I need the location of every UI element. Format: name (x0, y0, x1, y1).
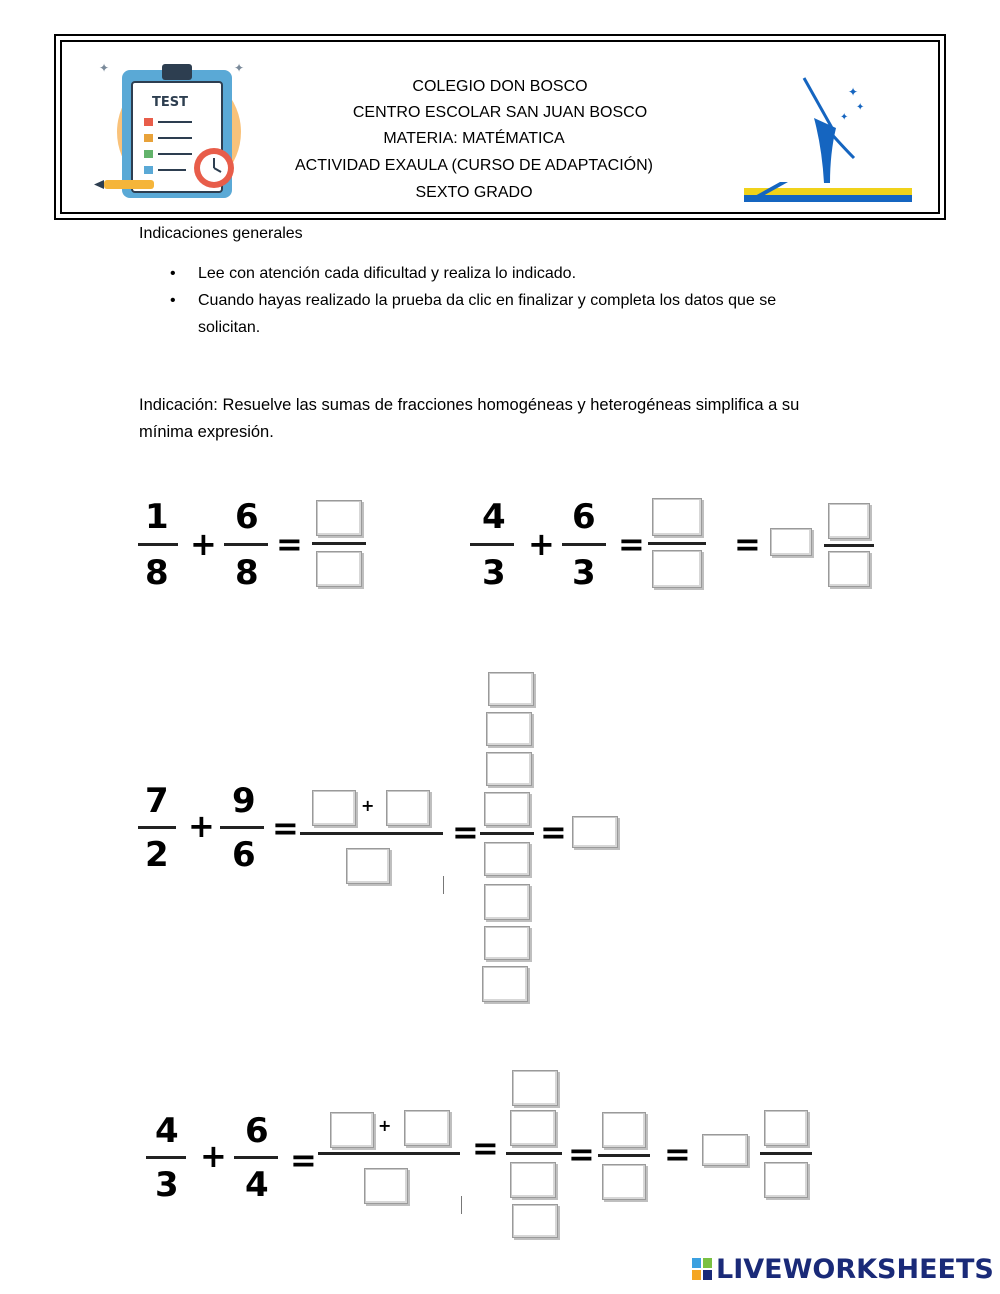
equals-sign: = (734, 525, 761, 563)
p4-mixed-denominator[interactable] (764, 1162, 808, 1198)
liveworksheets-brand: LIVEWORKSHEETS (716, 1254, 994, 1285)
equals-sign: = (472, 1129, 499, 1167)
p4-mixed-whole[interactable] (702, 1134, 748, 1166)
svg-text:✦: ✦ (856, 102, 865, 113)
equals-sign: = (540, 813, 567, 851)
liveworksheets-logo-icon (692, 1258, 712, 1280)
fraction-bar (300, 832, 443, 835)
svg-text:✦: ✦ (99, 61, 110, 75)
bullet-item (170, 287, 870, 314)
fraction-bar (224, 543, 268, 546)
plus-sign: + (200, 1137, 227, 1175)
fraction-bar (220, 826, 264, 829)
test-label: TEST (152, 95, 188, 110)
equals-sign: = (664, 1135, 691, 1173)
p3-stack-box[interactable] (484, 792, 530, 826)
fraction-bar (138, 543, 178, 546)
equals-sign: = (290, 1141, 317, 1179)
p1-answer-denominator[interactable] (316, 551, 362, 587)
p4-denominator-1: 3 (155, 1165, 179, 1205)
p4-denominator-2: 4 (245, 1165, 269, 1205)
p3-denominator-1: 2 (145, 835, 169, 875)
svg-text:✦: ✦ (840, 112, 849, 123)
p2-mixed-numerator[interactable] (828, 503, 870, 539)
p3-stack-box[interactable] (486, 712, 532, 746)
p3-numerator-2: 9 (232, 781, 256, 821)
header-activity: ACTIVIDAD EXAULA (CURSO DE ADAPTACIÓN) (295, 157, 653, 174)
plus-sign: + (528, 525, 555, 563)
header-subject: MATERIA: MATÉMATICA (383, 130, 565, 147)
header-grade: SEXTO GRADO (415, 184, 533, 201)
bullet-item (170, 260, 870, 287)
p3-result-box[interactable] (572, 816, 618, 848)
divider-line (461, 1196, 462, 1214)
instruction-line-1: Indicación: Resuelve las sumas de fracciones homogéneas y heterogéneas simplifica a su (139, 396, 800, 414)
equals-sign: = (452, 813, 479, 851)
plus-sign: + (190, 525, 217, 563)
p4-numerator-left-box[interactable] (330, 1112, 374, 1148)
p3-stack-box[interactable] (482, 966, 528, 1002)
fraction-bar (234, 1156, 278, 1159)
p3-denominator-2: 6 (232, 835, 256, 875)
p3-stack-box[interactable] (484, 884, 530, 920)
fraction-bar (146, 1156, 186, 1159)
svg-text:✦: ✦ (234, 61, 245, 75)
fraction-bar (506, 1152, 562, 1155)
p3-common-denominator[interactable] (346, 848, 390, 884)
fraction-bar (318, 1152, 460, 1155)
p1-answer-numerator[interactable] (316, 500, 362, 536)
svg-text:✦: ✦ (848, 85, 859, 99)
instruction (139, 392, 859, 446)
fraction-bar (312, 542, 366, 545)
p4-common-denominator[interactable] (364, 1168, 408, 1204)
plus-sign: + (188, 807, 215, 845)
p3-numerator-right-box[interactable] (386, 790, 430, 826)
general-title: Indicaciones generales (139, 225, 303, 242)
test-clipboard-icon (74, 42, 270, 202)
p3-numerator-1: 7 (145, 781, 169, 821)
divider-line (443, 876, 444, 894)
p4-stack-box[interactable] (512, 1204, 558, 1238)
p2-answer-denominator[interactable] (652, 550, 702, 588)
p4-simplified-denominator[interactable] (602, 1164, 646, 1200)
equals-sign: = (272, 809, 299, 847)
bullet-text: Cuando hayas realizado la prueba da clic en finalizar y completa los datos que se (198, 292, 777, 309)
p1-numerator-2: 6 (235, 497, 259, 537)
equals-sign: = (568, 1135, 595, 1173)
p1-denominator-2: 8 (235, 553, 259, 593)
fraction-bar (598, 1154, 650, 1157)
p1-denominator-1: 8 (145, 553, 169, 593)
p3-stack-box[interactable] (484, 926, 530, 960)
p3-numerator-left-box[interactable] (312, 790, 356, 826)
fraction-bar (138, 826, 176, 829)
p4-simplified-numerator[interactable] (602, 1112, 646, 1148)
bullet-text: Lee con atención cada dificultad y realiza lo indicado. (198, 265, 577, 282)
small-plus-sign: + (361, 796, 375, 815)
equals-sign: = (618, 525, 645, 563)
p2-mixed-denominator[interactable] (828, 551, 870, 587)
p2-mixed-whole[interactable] (770, 528, 812, 556)
p1-numerator-1: 1 (145, 497, 169, 537)
p3-stack-box[interactable] (484, 842, 530, 876)
fraction-bar (760, 1152, 812, 1155)
p3-stack-box[interactable] (486, 752, 532, 786)
equals-sign: = (276, 525, 303, 563)
p2-denominator-2: 3 (572, 553, 596, 593)
fraction-bar (824, 544, 874, 547)
bullet-continuation: solicitan. (198, 319, 261, 336)
p2-denominator-1: 3 (482, 553, 506, 593)
header-school: COLEGIO DON BOSCO (412, 78, 588, 95)
p4-numerator-right-box[interactable] (404, 1110, 450, 1146)
p3-stack-box[interactable] (488, 672, 534, 706)
small-plus-sign: + (378, 1116, 392, 1135)
fraction-bar (470, 543, 514, 546)
fraction-bar (562, 543, 606, 546)
header-center: CENTRO ESCOLAR SAN JUAN BOSCO (352, 104, 648, 121)
p4-numerator-1: 4 (155, 1111, 179, 1151)
p2-answer-numerator[interactable] (652, 498, 702, 536)
fraction-bar (480, 832, 534, 835)
p2-numerator-1: 4 (482, 497, 506, 537)
p4-numerator-2: 6 (245, 1111, 269, 1151)
general-bullets (170, 260, 870, 341)
fraction-bar (648, 542, 706, 545)
p4-stack-box[interactable] (510, 1162, 556, 1198)
p4-stack-box[interactable] (512, 1070, 558, 1106)
p2-numerator-2: 6 (572, 497, 596, 537)
p4-stack-box[interactable] (510, 1110, 556, 1146)
school-logo-icon (744, 58, 914, 206)
instruction-line-2: mínima expresión. (139, 423, 274, 441)
p4-mixed-numerator[interactable] (764, 1110, 808, 1146)
